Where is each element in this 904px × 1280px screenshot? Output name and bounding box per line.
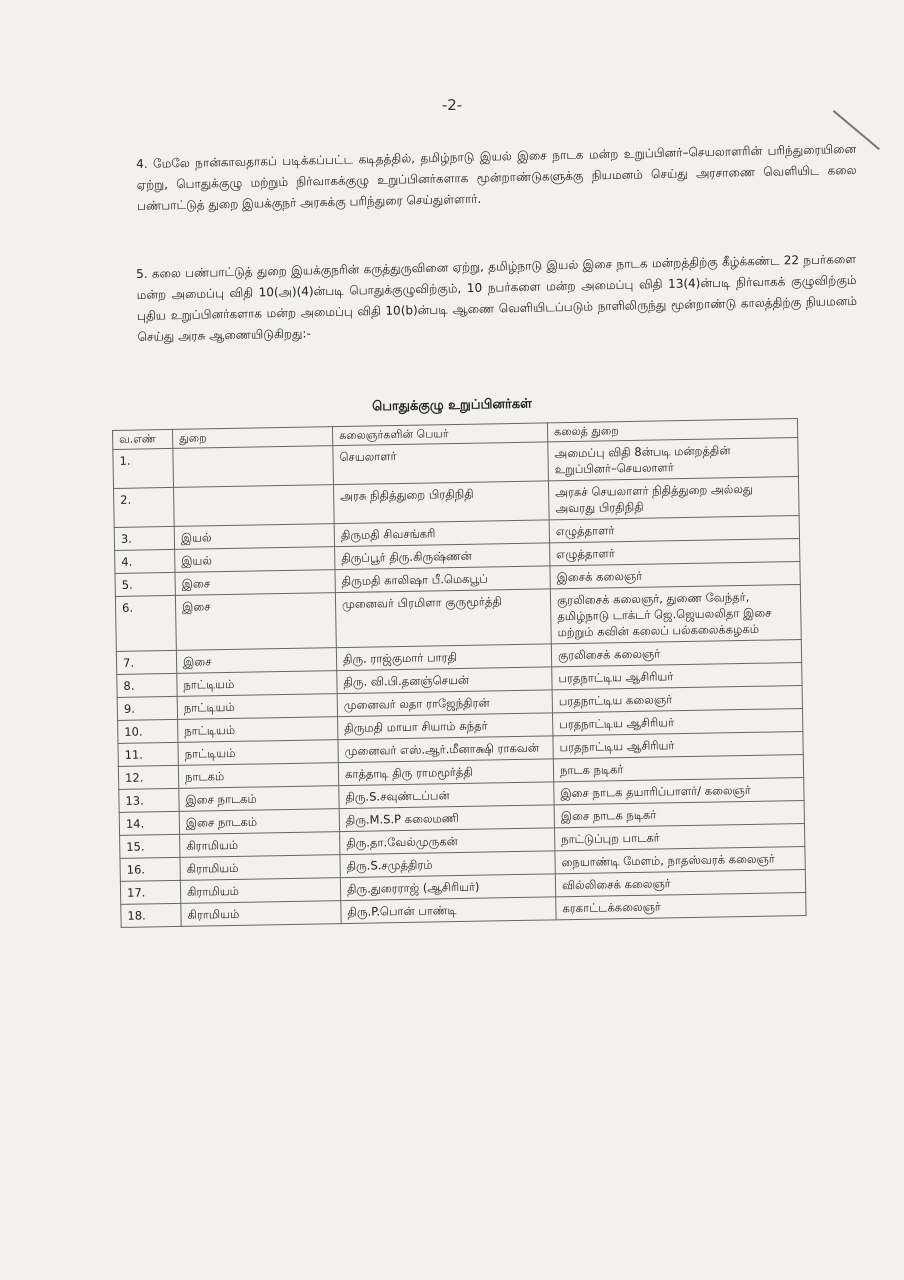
cell-serial-no: 11. [118,742,178,766]
cell-art-field: எழுத்தாளர் [550,539,800,566]
cell-serial-no: 5. [115,572,175,596]
cell-art-field: பரதநாட்டிய ஆசிரியர் [553,708,803,735]
cell-art-field: குரலிசைக் கலைஞர், துணை வேந்தர், தமிழ்நாடு டாக்டர் ஜெ.ஜெயலலிதா இசை மற்றும் கவின் கலைப் பல்கலைக்கழகம் [550,585,801,644]
cell-art-field: இசை நாடக நடிகர் [554,800,804,827]
cell-artist-name: அரசு நிதித்துறை பிரதிநிதி [333,481,549,524]
paragraph-5: 5. கலை பண்பாட்டுத் துறை இயக்குநரின் கருத்துருவினை ஏற்று, தமிழ்நாடு இயல் இசை நாடக மன்றத்திற்கு கீழ்க்கண்ட 22 நபர்களை மன்ற அமைப்பு விதி 10(அ)(4)ன்படி பொதுக்குழுவிற்கும், 10 நபர்களை மன்ற அமைப்பு விதி 13(4)ன்படி நிர்வாகக் குழுவிற்கும் புதிய உறுப்பினர்களாக மன்ற அமைப்பு விதி 10(b)ன்படி ஆணை வெளியிடப்படும் நாளிலிருந்து மூன்றாண்டு காலத்திற்கு நியமனம் செய்து அரசு ஆணையிடுகிறது:- [136,251,858,344]
cell-artist-name: திரு.P.பொன் பாண்டி [341,897,556,924]
cell-artist-name: திரு. வி.பி.தனஞ்செயன் [337,667,552,694]
cell-art-field: அரசுச் செயலாளர் நிதித்துறை அல்லது அவரது பிரதிநிதி [548,477,799,520]
cell-artist-name: காத்தாடி திரு ராமமூர்த்தி [338,759,553,786]
members-table-wrapper [112,418,807,928]
cell-artist-name: திருப்பூர் திரு.கிருஷ்ணன் [335,543,550,570]
cell-artist-name: திரு. ராஜ்குமார் பாரதி [336,644,551,671]
cell-artist-name: செயலாளர் [333,442,549,485]
cell-serial-no: 7. [116,650,176,674]
cell-department: கிராமியம் [180,878,340,904]
page-number: -2- [441,96,463,114]
cell-art-field: நாட்டுப்புற பாடகர் [555,823,805,850]
cell-art-field: பரதநாட்டிய ஆசிரியர் [552,662,802,689]
cell-serial-no: 17. [120,880,180,904]
cell-serial-no: 3. [114,526,174,550]
cell-art-field: கரகாட்டக்கலைஞர் [556,892,806,919]
cell-department: நாட்டியம் [178,740,338,766]
cell-serial-no: 15. [120,834,180,858]
cell-serial-no: 6. [115,595,176,651]
cell-department [173,446,334,488]
cell-artist-name: திரு.துரைராஜ் (ஆசிரியர்) [340,874,555,901]
cell-art-field: நாடக நடிகர் [553,754,803,781]
members-table [112,418,807,928]
cell-department: இயல் [175,547,335,573]
table-body [113,438,806,928]
cell-artist-name: திரு.S.சமுத்திரம் [340,851,555,878]
cell-art-field: பரதநாட்டிய கலைஞர் [552,685,802,712]
cell-department: நாட்டியம் [178,717,338,743]
cell-department: கிராமியம் [180,855,340,881]
cell-artist-name: திருமதி காலிஷா பீ.மெகபூப் [335,566,550,593]
cell-serial-no: 10. [118,719,178,743]
cell-art-field: பரதநாட்டிய ஆசிரியர் [553,731,803,758]
cell-serial-no: 2. [114,487,175,527]
cell-serial-no: 13. [119,788,179,812]
header-artist-name: கலைஞர்களின் பெயர் [332,423,547,446]
cell-department: இசை [176,648,336,674]
cell-art-field: குரலிசைக் கலைஞர் [551,640,801,667]
cell-serial-no: 9. [117,696,177,720]
cell-art-field: அமைப்பு விதி 8ன்படி மன்றத்தின் உறுப்பினர்–செயலாளர் [548,438,799,481]
cell-artist-name: திருமதி மாயா சியாம் சுந்தர் [338,713,553,740]
cell-department: இசை [175,593,336,651]
cell-serial-no: 14. [119,811,179,835]
cell-department: நாட்டியம் [177,694,337,720]
cell-art-field: இசைக் கலைஞர் [550,562,800,589]
cell-art-field: எழுத்தாளர் [549,516,799,543]
cell-department: இயல் [174,524,334,550]
header-department: துறை [172,427,332,449]
cell-artist-name: முனைவர் எஸ்.ஆர்.மீனாக்ஷி ராகவன் [338,736,553,763]
cell-serial-no: 4. [115,549,175,573]
cell-artist-name: திரு.M.S.P கலைமணி [339,805,554,832]
cell-art-field: வில்லிசைக் கலைஞர் [555,869,805,896]
cell-serial-no: 8. [117,673,177,697]
cell-art-field: நையாண்டி மேளம், நாதஸ்வரக் கலைஞர் [555,846,805,873]
cell-artist-name: முனைவர் லதா ராஜேந்திரன் [337,690,552,717]
cell-artist-name: முனைவர் பிரமிளா குருமூர்த்தி [335,589,551,648]
cell-serial-no: 1. [113,448,174,488]
cell-serial-no: 18. [121,903,181,927]
cell-department: இசை [175,570,335,596]
header-art-field: கலைத் துறை [547,419,797,442]
paragraph-4: 4. மேலே நான்காவதாகப் படிக்கப்பட்ட கடிதத்தில், தமிழ்நாடு இயல் இசை நாடக மன்ற உறுப்பினர்–செயலாளரின் பரிந்துரையினை ஏற்று, பொதுக்குழு மற்றும் நிர்வாகக்குழு உறுப்பினர்களாக மூன்றாண்டுகளுக்கு நியமனம் செய்து அரசாணை வெளியிட கலை பண்பாட்டுத் துறை இயக்குநர் அரசுக்கு பரிந்துரை செய்துள்ளார். [136,141,857,213]
header-serial-no: வ.எண் [113,429,173,449]
cell-department [174,485,335,527]
cell-serial-no: 12. [118,765,178,789]
cell-department: கிராமியம் [180,832,340,858]
cell-department: கிராமியம் [181,901,341,927]
cell-department: நாட்டியம் [177,671,337,697]
cell-department: நாடகம் [178,763,338,789]
table-title: பொதுக்குழு உறுப்பினர்கள் [372,396,532,415]
cell-artist-name: திரு.தா.வேல்முருகன் [340,828,555,855]
cell-department: இசை நாடகம் [179,809,339,835]
cell-artist-name: திருமதி சிவசங்கரி [334,520,549,547]
cell-artist-name: திரு.S.சவுண்டப்பன் [339,782,554,809]
cell-art-field: இசை நாடக தயாரிப்பாளர்/ கலைஞர் [554,777,804,804]
cell-serial-no: 16. [120,857,180,881]
cell-department: இசை நாடகம் [179,786,339,812]
